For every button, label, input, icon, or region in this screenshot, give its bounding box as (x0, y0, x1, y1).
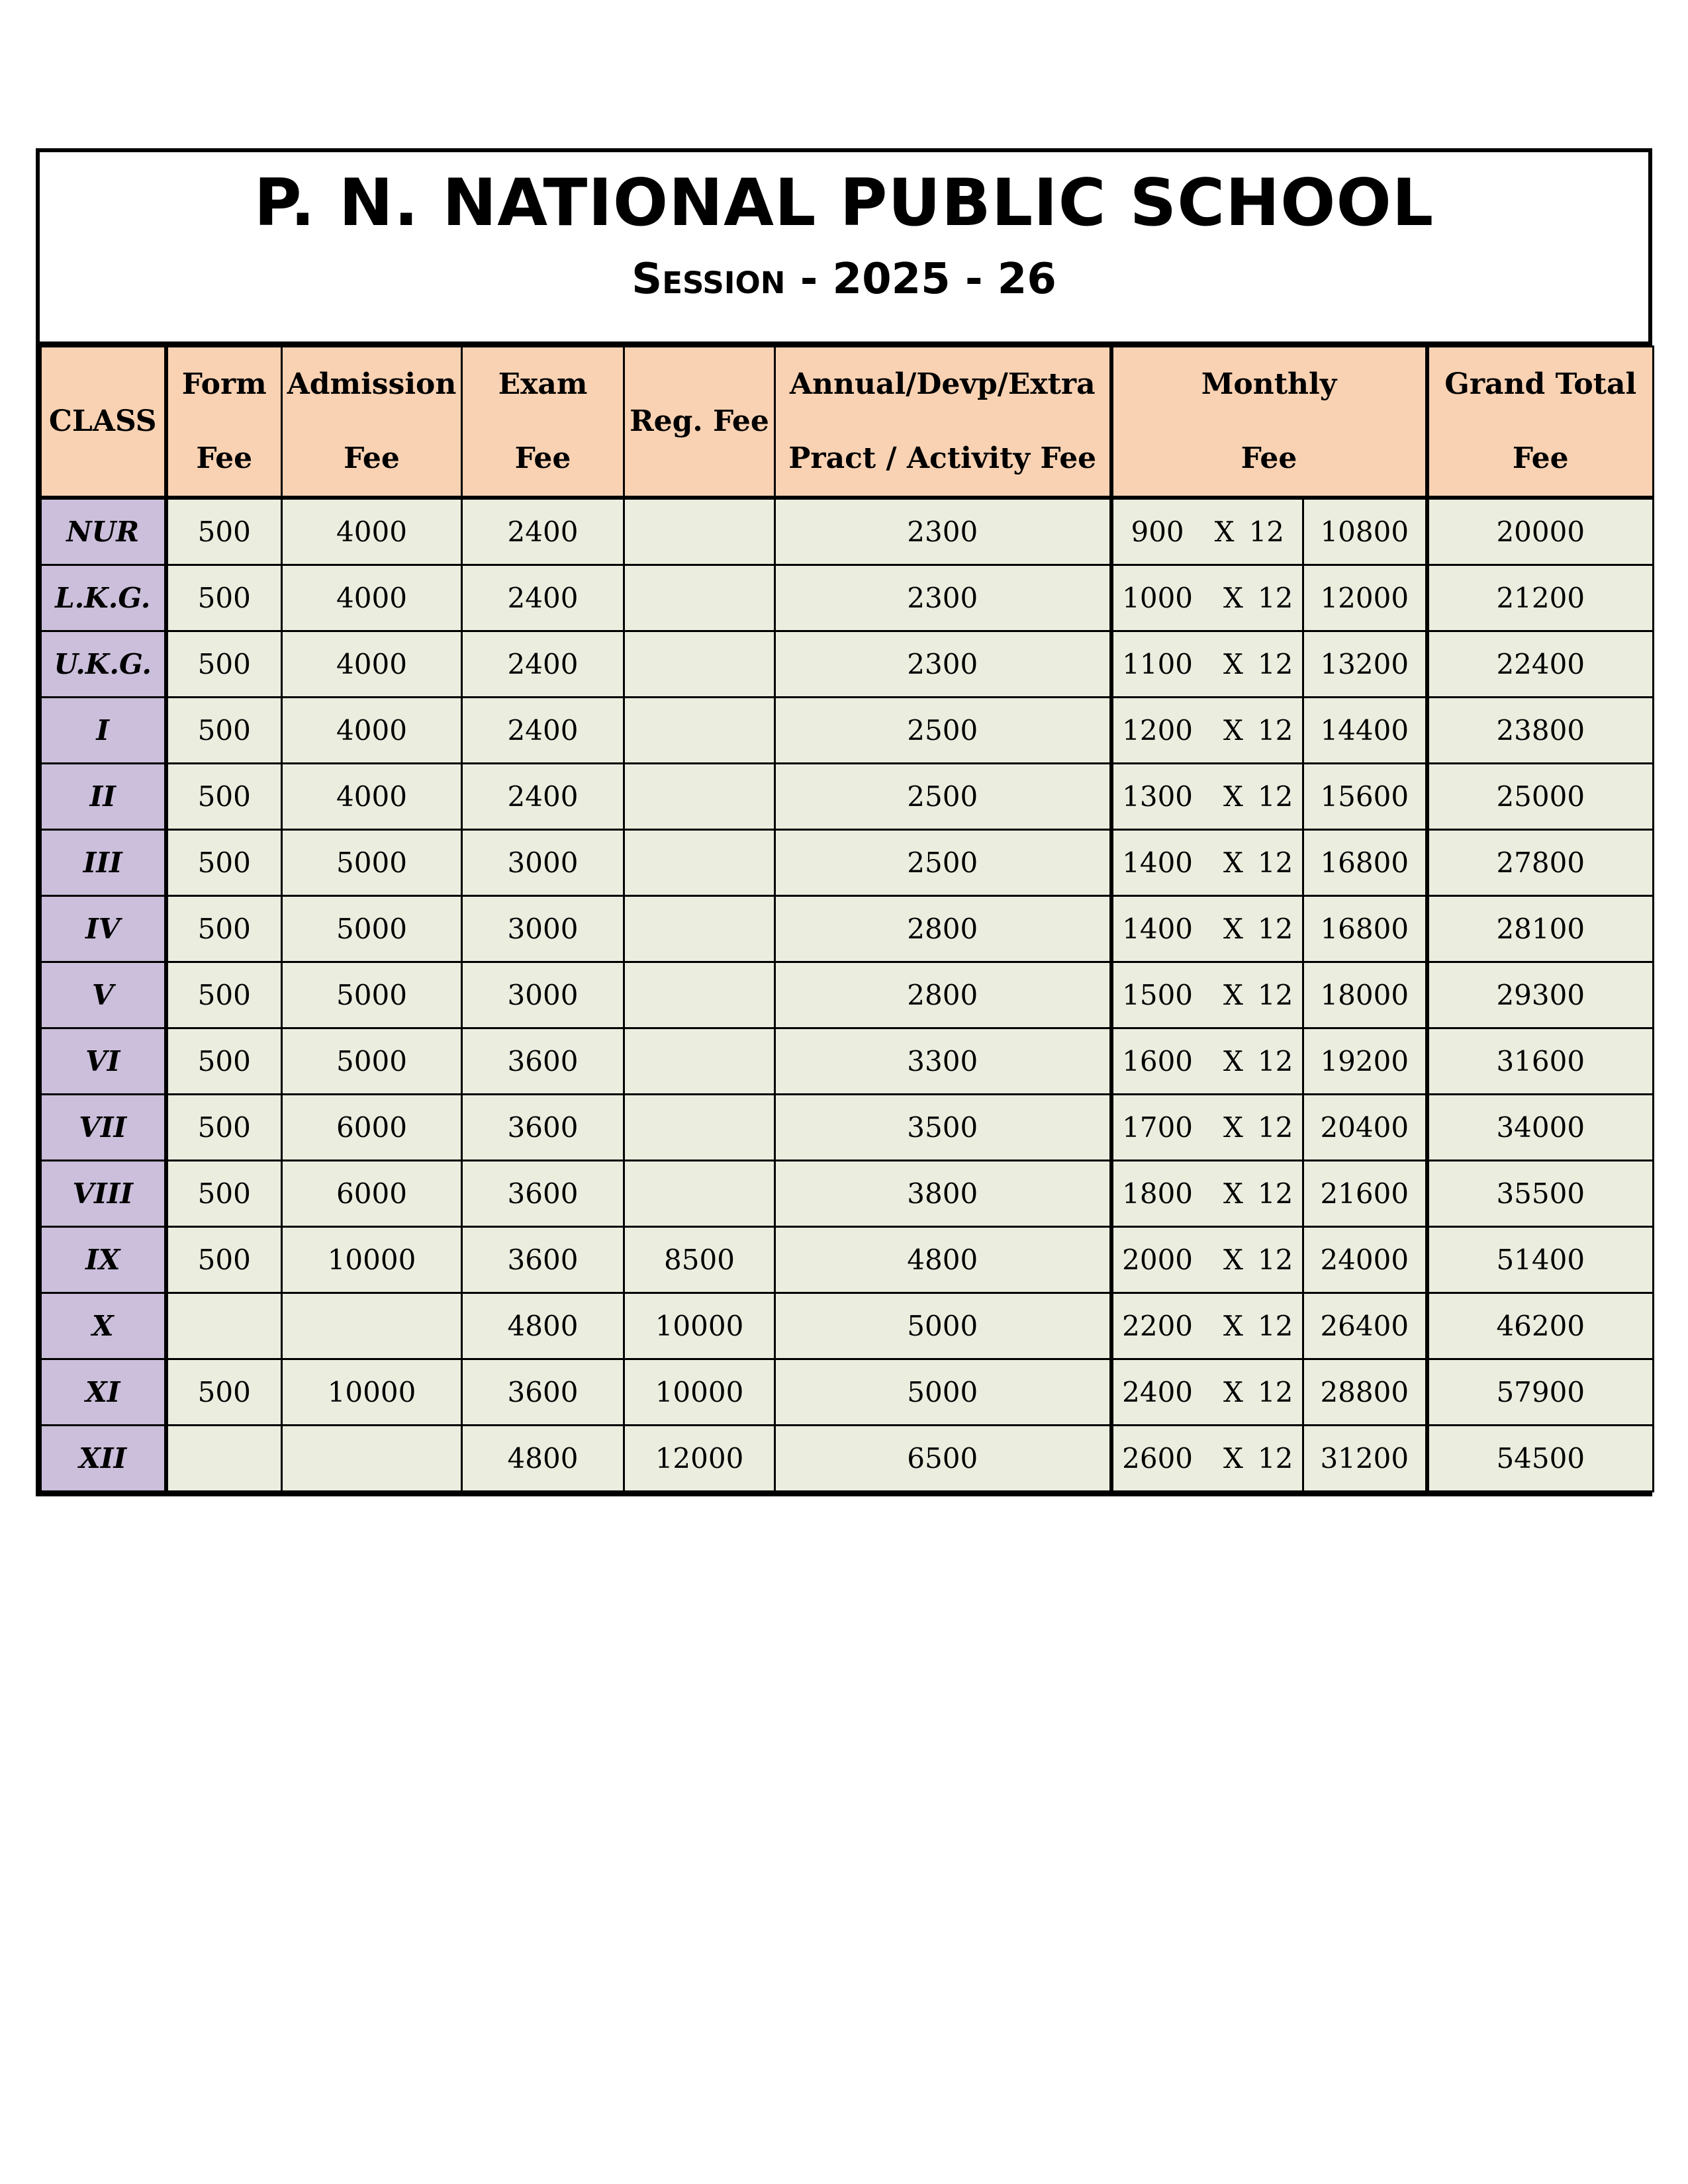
table-row (41, 1293, 1654, 1359)
cell-form-fee: 500 (166, 896, 282, 962)
multiply-sign: X (1223, 846, 1243, 879)
cell-monthly-total: 15600 (1303, 764, 1427, 830)
months-count: 12 (1257, 1244, 1293, 1276)
cell-annual-fee: 3300 (775, 1028, 1111, 1095)
multiply-sign: X (1223, 913, 1243, 945)
multiply-sign: X (1223, 1244, 1243, 1276)
cell-admission-fee: 5000 (282, 962, 462, 1028)
cell-monthly-fee (1111, 1359, 1303, 1426)
cell-monthly-total: 10800 (1303, 498, 1427, 565)
monthly-amount: 1200 (1122, 714, 1194, 747)
cell-monthly-total: 13200 (1303, 631, 1427, 698)
col-header-form-fee: Form Fee (166, 347, 282, 498)
cell-admission-fee (282, 1426, 462, 1492)
table-row (41, 1028, 1654, 1095)
cell-reg-fee (624, 1028, 775, 1095)
cell-grand-total: 20000 (1427, 498, 1654, 565)
cell-grand-total: 51400 (1427, 1227, 1654, 1293)
table-row (41, 962, 1654, 1028)
cell-class: V (41, 962, 166, 1028)
months-count: 12 (1257, 1376, 1293, 1408)
months-count: 12 (1257, 1442, 1293, 1475)
cell-admission-fee: 4000 (282, 565, 462, 631)
multiply-sign: X (1223, 1177, 1243, 1210)
cell-monthly-total: 21600 (1303, 1161, 1427, 1227)
months-count: 12 (1257, 979, 1293, 1011)
cell-monthly-fee (1111, 896, 1303, 962)
cell-admission-fee: 5000 (282, 896, 462, 962)
monthly-amount: 1700 (1122, 1111, 1194, 1144)
multiply-sign: X (1223, 714, 1243, 747)
months-count: 12 (1257, 1177, 1293, 1210)
table-row (41, 764, 1654, 830)
cell-monthly-fee (1111, 1095, 1303, 1161)
cell-grand-total: 21200 (1427, 565, 1654, 631)
cell-annual-fee: 2500 (775, 764, 1111, 830)
cell-exam-fee: 2400 (462, 565, 624, 631)
months-count: 12 (1257, 846, 1293, 879)
col-header-admission-fee: Admission Fee (282, 347, 462, 498)
cell-reg-fee (624, 896, 775, 962)
cell-reg-fee: 12000 (624, 1426, 775, 1492)
cell-monthly-fee (1111, 1028, 1303, 1095)
cell-annual-fee: 5000 (775, 1293, 1111, 1359)
months-count: 12 (1257, 1310, 1293, 1342)
cell-monthly-total: 19200 (1303, 1028, 1427, 1095)
cell-form-fee (166, 1426, 282, 1492)
cell-reg-fee (624, 698, 775, 764)
cell-form-fee: 500 (166, 698, 282, 764)
cell-reg-fee: 10000 (624, 1359, 775, 1426)
multiply-sign: X (1214, 516, 1235, 548)
cell-class: IX (41, 1227, 166, 1293)
cell-annual-fee: 3800 (775, 1161, 1111, 1227)
cell-exam-fee: 4800 (462, 1293, 624, 1359)
table-row (41, 565, 1654, 631)
cell-exam-fee: 3000 (462, 830, 624, 896)
title-block (40, 152, 1648, 345)
multiply-sign: X (1223, 1111, 1243, 1144)
cell-monthly-total: 31200 (1303, 1426, 1427, 1492)
monthly-amount: 1800 (1122, 1177, 1194, 1210)
cell-monthly-total: 26400 (1303, 1293, 1427, 1359)
cell-reg-fee (624, 631, 775, 698)
cell-form-fee: 500 (166, 830, 282, 896)
cell-monthly-total: 14400 (1303, 698, 1427, 764)
cell-exam-fee: 2400 (462, 498, 624, 565)
cell-reg-fee (624, 498, 775, 565)
multiply-sign: X (1223, 1045, 1243, 1077)
school-name: P. N. NATIONAL PUBLIC SCHOOL (254, 165, 1434, 241)
cell-reg-fee (624, 830, 775, 896)
cell-grand-total: 54500 (1427, 1426, 1654, 1492)
col-header-annual-fee: Annual/Devp/Extra Pract / Activity Fee (775, 347, 1111, 498)
cell-admission-fee: 10000 (282, 1227, 462, 1293)
monthly-amount: 1300 (1122, 780, 1194, 813)
cell-annual-fee: 6500 (775, 1426, 1111, 1492)
cell-annual-fee: 2800 (775, 896, 1111, 962)
table-row (41, 631, 1654, 698)
months-count: 12 (1257, 648, 1293, 680)
cell-class: VIII (41, 1161, 166, 1227)
multiply-sign: X (1223, 648, 1243, 680)
cell-grand-total: 35500 (1427, 1161, 1654, 1227)
cell-exam-fee: 3600 (462, 1359, 624, 1426)
cell-form-fee (166, 1293, 282, 1359)
months-count: 12 (1257, 1111, 1293, 1144)
months-count: 12 (1248, 516, 1285, 548)
cell-form-fee: 500 (166, 498, 282, 565)
cell-class: VI (41, 1028, 166, 1095)
fee-structure-sheet (36, 148, 1652, 1496)
cell-exam-fee: 3600 (462, 1161, 624, 1227)
multiply-sign: X (1223, 780, 1243, 813)
cell-form-fee: 500 (166, 631, 282, 698)
table-header-row (41, 347, 1654, 498)
cell-annual-fee: 3500 (775, 1095, 1111, 1161)
cell-reg-fee (624, 764, 775, 830)
cell-monthly-fee (1111, 830, 1303, 896)
monthly-amount: 2000 (1122, 1244, 1194, 1276)
months-count: 12 (1257, 1045, 1293, 1077)
cell-form-fee: 500 (166, 565, 282, 631)
cell-form-fee: 500 (166, 1095, 282, 1161)
cell-monthly-total: 24000 (1303, 1227, 1427, 1293)
cell-exam-fee: 3000 (462, 962, 624, 1028)
cell-exam-fee: 2400 (462, 698, 624, 764)
table-row (41, 896, 1654, 962)
cell-form-fee: 500 (166, 962, 282, 1028)
cell-class: NUR (41, 498, 166, 565)
cell-monthly-total: 12000 (1303, 565, 1427, 631)
cell-exam-fee: 3600 (462, 1095, 624, 1161)
cell-admission-fee: 5000 (282, 1028, 462, 1095)
col-header-exam-fee: Exam Fee (462, 347, 624, 498)
cell-grand-total: 23800 (1427, 698, 1654, 764)
monthly-amount: 900 (1131, 516, 1184, 548)
cell-annual-fee: 4800 (775, 1227, 1111, 1293)
cell-exam-fee: 2400 (462, 631, 624, 698)
multiply-sign: X (1223, 582, 1243, 614)
cell-class: L.K.G. (41, 565, 166, 631)
cell-class: I (41, 698, 166, 764)
cell-exam-fee: 3000 (462, 896, 624, 962)
table-row (41, 1161, 1654, 1227)
cell-admission-fee: 4000 (282, 764, 462, 830)
cell-admission-fee: 4000 (282, 498, 462, 565)
cell-grand-total: 28100 (1427, 896, 1654, 962)
cell-admission-fee: 6000 (282, 1161, 462, 1227)
cell-exam-fee: 4800 (462, 1426, 624, 1492)
cell-grand-total: 34000 (1427, 1095, 1654, 1161)
cell-reg-fee: 8500 (624, 1227, 775, 1293)
fee-table-body (41, 498, 1654, 1492)
monthly-amount: 1400 (1122, 846, 1194, 879)
cell-grand-total: 31600 (1427, 1028, 1654, 1095)
cell-grand-total: 25000 (1427, 764, 1654, 830)
cell-admission-fee: 10000 (282, 1359, 462, 1426)
table-row (41, 1359, 1654, 1426)
cell-monthly-fee (1111, 631, 1303, 698)
monthly-amount: 1400 (1122, 913, 1194, 945)
monthly-amount: 2600 (1122, 1442, 1194, 1475)
cell-monthly-fee (1111, 698, 1303, 764)
monthly-amount: 2200 (1122, 1310, 1194, 1342)
cell-monthly-fee (1111, 764, 1303, 830)
col-header-grand-total: Grand Total Fee (1427, 347, 1654, 498)
cell-monthly-fee (1111, 1426, 1303, 1492)
cell-class: III (41, 830, 166, 896)
cell-grand-total: 57900 (1427, 1359, 1654, 1426)
cell-form-fee: 500 (166, 1161, 282, 1227)
cell-reg-fee: 10000 (624, 1293, 775, 1359)
session-label: Session - 2025 - 26 (632, 255, 1056, 304)
cell-form-fee: 500 (166, 1227, 282, 1293)
months-count: 12 (1257, 582, 1293, 614)
cell-admission-fee: 5000 (282, 830, 462, 896)
col-header-reg-fee: Reg. Fee (624, 347, 775, 498)
col-header-class: CLASS (41, 347, 166, 498)
multiply-sign: X (1223, 1376, 1243, 1408)
cell-grand-total: 46200 (1427, 1293, 1654, 1359)
cell-form-fee: 500 (166, 764, 282, 830)
cell-admission-fee: 4000 (282, 698, 462, 764)
multiply-sign: X (1223, 1442, 1243, 1475)
cell-monthly-total: 28800 (1303, 1359, 1427, 1426)
cell-form-fee: 500 (166, 1028, 282, 1095)
monthly-amount: 1500 (1122, 979, 1194, 1011)
cell-monthly-total: 18000 (1303, 962, 1427, 1028)
fee-table (40, 345, 1654, 1492)
monthly-amount: 1100 (1122, 648, 1194, 680)
monthly-amount: 2400 (1122, 1376, 1194, 1408)
cell-reg-fee (624, 1095, 775, 1161)
cell-exam-fee: 3600 (462, 1227, 624, 1293)
cell-class: X (41, 1293, 166, 1359)
cell-form-fee: 500 (166, 1359, 282, 1426)
table-row (41, 1227, 1654, 1293)
cell-monthly-fee (1111, 498, 1303, 565)
cell-class: II (41, 764, 166, 830)
cell-monthly-fee (1111, 962, 1303, 1028)
cell-grand-total: 27800 (1427, 830, 1654, 896)
cell-class: XI (41, 1359, 166, 1426)
cell-monthly-fee (1111, 1293, 1303, 1359)
col-header-monthly-fee: Monthly Fee (1111, 347, 1427, 498)
multiply-sign: X (1223, 979, 1243, 1011)
cell-annual-fee: 2300 (775, 498, 1111, 565)
cell-reg-fee (624, 962, 775, 1028)
cell-annual-fee: 5000 (775, 1359, 1111, 1426)
cell-grand-total: 29300 (1427, 962, 1654, 1028)
cell-monthly-total: 16800 (1303, 896, 1427, 962)
cell-admission-fee (282, 1293, 462, 1359)
cell-class: U.K.G. (41, 631, 166, 698)
months-count: 12 (1257, 913, 1293, 945)
months-count: 12 (1257, 714, 1293, 747)
table-row (41, 1426, 1654, 1492)
table-row (41, 498, 1654, 565)
cell-exam-fee: 2400 (462, 764, 624, 830)
monthly-amount: 1000 (1122, 582, 1194, 614)
cell-monthly-total: 20400 (1303, 1095, 1427, 1161)
table-row (41, 698, 1654, 764)
cell-exam-fee: 3600 (462, 1028, 624, 1095)
cell-reg-fee (624, 1161, 775, 1227)
cell-monthly-fee (1111, 565, 1303, 631)
table-row (41, 1095, 1654, 1161)
cell-class: IV (41, 896, 166, 962)
cell-admission-fee: 4000 (282, 631, 462, 698)
multiply-sign: X (1223, 1310, 1243, 1342)
cell-annual-fee: 2500 (775, 830, 1111, 896)
cell-class: XII (41, 1426, 166, 1492)
cell-monthly-total: 16800 (1303, 830, 1427, 896)
cell-annual-fee: 2800 (775, 962, 1111, 1028)
cell-annual-fee: 2300 (775, 631, 1111, 698)
table-row (41, 830, 1654, 896)
cell-class: VII (41, 1095, 166, 1161)
cell-reg-fee (624, 565, 775, 631)
cell-grand-total: 22400 (1427, 631, 1654, 698)
monthly-amount: 1600 (1122, 1045, 1194, 1077)
cell-annual-fee: 2300 (775, 565, 1111, 631)
cell-admission-fee: 6000 (282, 1095, 462, 1161)
months-count: 12 (1257, 780, 1293, 813)
cell-monthly-fee (1111, 1227, 1303, 1293)
cell-annual-fee: 2500 (775, 698, 1111, 764)
cell-monthly-fee (1111, 1161, 1303, 1227)
